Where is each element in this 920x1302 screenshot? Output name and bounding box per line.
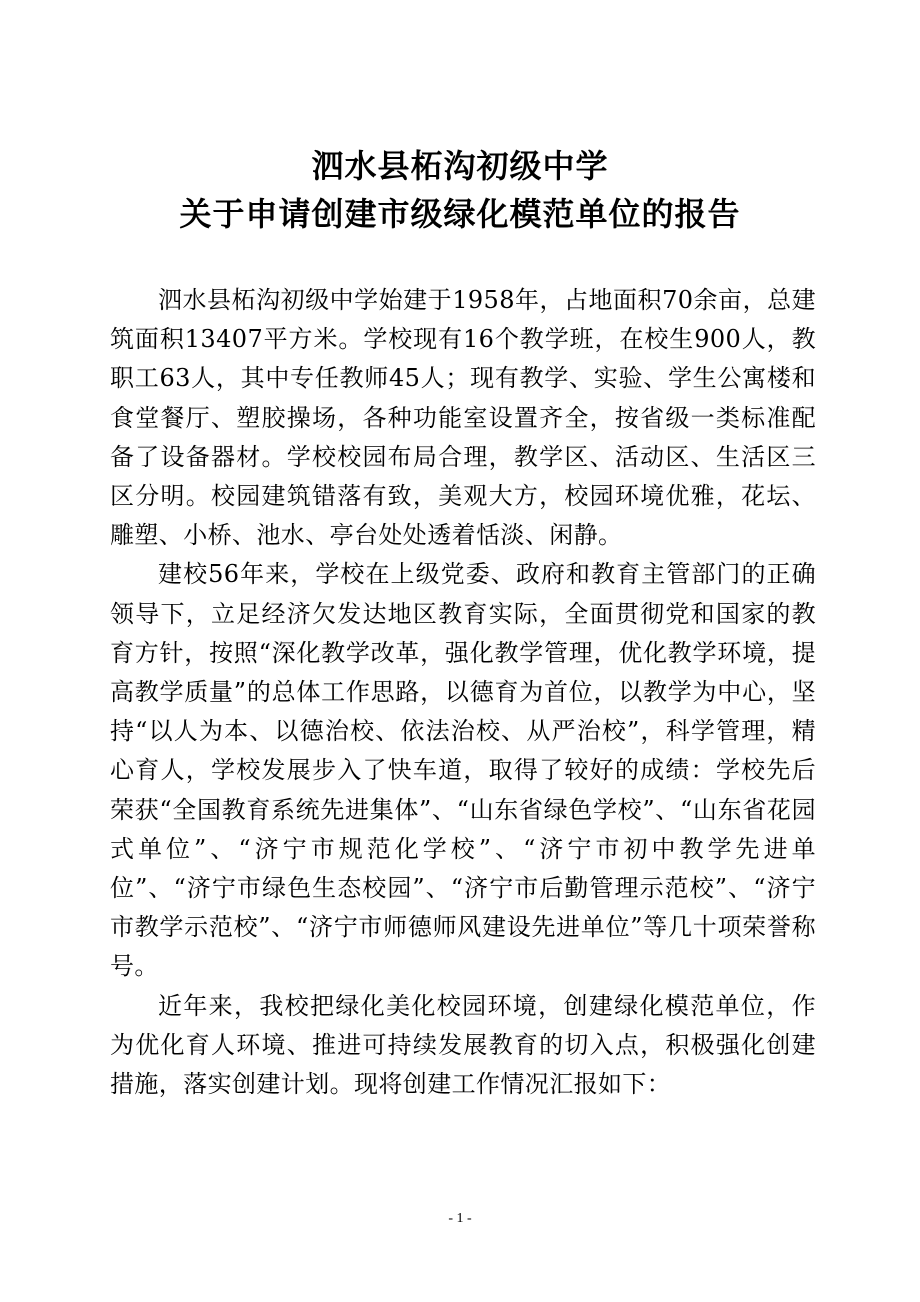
paragraph-greening-intro: 近年来，我校把绿化美化校园环境，创建绿化模范单位，作为优化育人环境、推进可持续发展教育的切入点，积极强化创建措施，落实创建计划。现将创建工作情况汇报如下： [110, 991, 816, 1099]
document-body [110, 281, 816, 1104]
page-number: - 1 - [448, 1211, 472, 1226]
document-title-line-1: 泗水县柘沟初级中学 [311, 147, 609, 185]
paragraph-school-overview: 泗水县柘沟初级中学始建于1958年，占地面积70余亩，总建筑面积13407平方米。学校现有16个教学班，在校生900人，教职工63人，其中专任教师45人；现有教学、实验、学生公寓楼和食堂餐厅、塑胶操场，各种功能室设置齐全，按省级一类标准配备了设备器材。学校校园布局合理，教学区、活动区、生活区三区分明。校园建筑错落有致，美观大方，校园环境优雅，花坛、雕塑、小桥、池水、亭台处处透着恬淡、闲静。 [110, 286, 816, 550]
document-title-line-2: 关于申请创建市级绿化模范单位的报告 [179, 195, 741, 233]
paragraph-achievements: 建校56年来，学校在上级党委、政府和教育主管部门的正确领导下，立足经济欠发达地区教育实际，全面贯彻党和国家的教育方针，按照“深化教学改革，强化教学管理，优化教学环境，提高教学质量”的总体工作思路，以德育为首位，以教学为中心，坚持“以人为本、以德治校、依法治校、从严治校”，科学管理，精心育人，学校发展步入了快车道，取得了较好的成绩：学校先后荣获“全国教育系统先进集体”、“山东省绿色学校”、“山东省花园式单位”、“济宁市规范化学校”、“济宁市初中教学先进单位”、“济宁市绿色生态校园”、“济宁市后勤管理示范校”、“济宁市教学示范校”、“济宁市师德师风建设先进单位”等几十项荣誉称号。 [110, 560, 816, 981]
